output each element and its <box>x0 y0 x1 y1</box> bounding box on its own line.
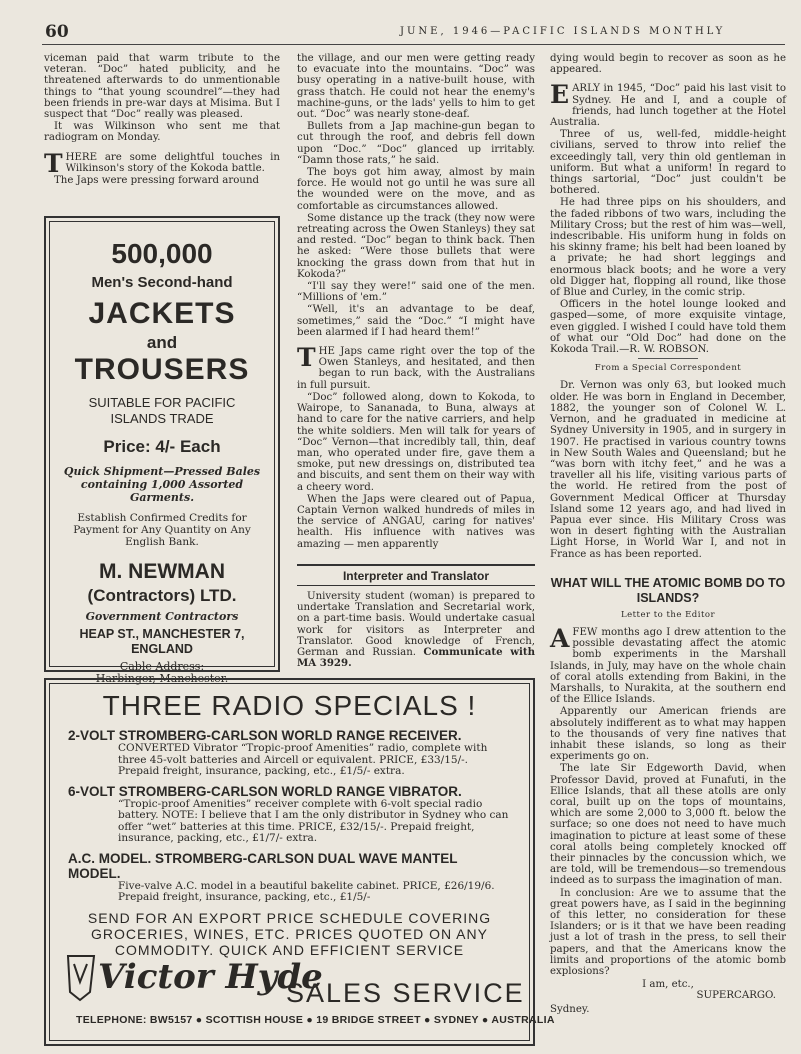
paragraph: The late Sir Edgeworth David, when Professor David, proved at Funafuti, in the Ellice Islands, that all these atolls are only coral, built up on the tops of mountains, which are some 2,000 to 3,000 ft. below the surface; so one does not need to have much imagination to picture at least some of these coral atolls being completely knocked off their pinnacles by the concussion which, we are told, will be tremendous—so tremendous indeed as to surpass the imagination of man. <box>550 763 786 887</box>
ad-trousers: TROUSERS <box>74 353 250 386</box>
paragraph: viceman paid that warm tribute to the veteran. “Doc” hated publicity, and he threatened afterwards to do unmentionable things to “that young scoundrel”—they had been friends in pre-war days at Misima. But I suspect that “Doc” really was pleased. <box>44 53 280 121</box>
ad-government: Government Contractors <box>85 610 239 623</box>
ad-jackets: JACKETS <box>88 297 236 330</box>
radio-ad-telephone: TELEPHONE: BW5157 ● SCOTTISH HOUSE ● 19 BRIDGE STREET ● SYDNEY ● AUSTRALIA <box>76 1014 555 1026</box>
ad-credits: Establish Confirmed Credits for Payment for Any Quantity on Any English Bank. <box>73 512 251 548</box>
ad-cable-address: Harbinger, Manchester. <box>95 672 229 685</box>
radio-item-description: CONVERTED Vibrator “Tropic-proof Amenities” radio, complete with three 45-volt batteries and Aircell or equivalent. PRICE, £33/15/-. Prepaid freight, insurance, packing, etc., £1/5/- extra. <box>118 742 488 777</box>
signature: SUPERCARGO. <box>696 990 776 1002</box>
radio-item-heading: 6-VOLT STROMBERG-CARLSON WORLD RANGE VIBRATOR. <box>68 783 462 799</box>
paragraph: Some distance up the track (they now were retreating across the Owen Stanleys) they sat and rested. “Doc” began to think back. Then he asked: “Were those bullets that were knocking the grass down from that hut in Kokoda?” <box>297 212 535 280</box>
letter-label: Letter to the Editor <box>620 609 716 620</box>
paragraph: In conclusion: Are we to assume that the great powers have, as I said in the beginning of this letter, no consideration for these Islanders; or is it that we have been reading just a lot of trash in the press, to sell their papers, and that the Americans know the limits and proportions of the atomic bomb explosions? <box>550 887 786 978</box>
ad-suitable: SUITABLE FOR PACIFIC ISLANDS TRADE <box>88 395 236 426</box>
divider <box>638 358 698 359</box>
paragraph: “Well, it's an advantage to be deaf, sometimes,” said the “Doc.” “I might have been alarmed if I had heard them!” <box>297 304 535 338</box>
translator-body-wrap <box>297 591 535 669</box>
paragraph <box>550 623 786 706</box>
radio-item-description: Five-valve A.C. model in a beautiful bakelite cabinet. PRICE, £26/19/6. Prepaid freight, insurance, packing, etc., £1/5/- <box>118 879 495 903</box>
paragraph <box>44 148 280 178</box>
paragraph-text: FEW months ago I drew attention to the possible devastating affect the atomic bomb experiments in the Marshall Islands, in July, may have on the whole chain of coral atolls extending from Bakini, in the Marshalls, to Nurakita, at the southern end of the Ellice Islands. <box>550 626 786 706</box>
ad-subheading: Men's Second-hand <box>91 274 233 291</box>
radio-ad-title: THREE RADIO SPECIALS ! <box>102 690 477 721</box>
translator-contact: Communicate with MA 3929. <box>297 646 535 670</box>
radio-ad-send: SEND FOR AN EXPORT PRICE SCHEDULE COVERING GROCERIES, WINES, ETC. PRICES QUOTED ON ANY COMMODITY. QUICK AND EFFICIENT SERVICE <box>87 909 492 958</box>
radio-item-heading: 2-VOLT STROMBERG-CARLSON WORLD RANGE RECEIVER. <box>68 728 462 743</box>
column-3-text <box>550 53 786 1015</box>
ad-and: and <box>146 333 178 352</box>
paragraph: He had three pips on his shoulders, and the faded ribbons of two wars, including the Military Cross; but the rest of him was—well, indescribable. His uniform hung in folds on his skinny frame; his belt had been loaned by a private; he had short leggings and enormous black boots; and he wore a very old Digger hat, flopping all round, like those of Blue and Curley, in the comic strip. <box>550 197 786 299</box>
ad-address: HEAP ST., MANCHESTER 7, ENGLAND <box>79 627 245 656</box>
correspondent-credit: From a Special Correspondent <box>594 363 742 374</box>
ad-shipment: Quick Shipment—Pressed Bales containing 1,000 Assorted Garments. <box>63 465 261 504</box>
paragraph: When the Japs were cleared out of Papua, Captain Vernon walked hundreds of miles in the service of ANGAU, caring for natives' health. His influence with natives was amazing — men apparently <box>297 493 535 550</box>
paragraph: “Doc” followed along, down to Kokoda, to Wairope, to Sananada, to Buna, always at hand to care for the native carriers, and help the white soldiers. Men will talk for years of “Doc” Vernon—that incredibly tall, thin, deaf man, who operated under fire, gave them a smoke, put new dressings on, distributed tea and biscuits, and sent them on their way with a cheery word. <box>297 391 535 493</box>
radio-item-heading: A.C. MODEL. STROMBERG-CARLSON DUAL WAVE MANTEL MODEL. <box>68 850 458 881</box>
sales-service-text: SALES SERVICE <box>286 978 525 1008</box>
paragraph: Apparently our American friends are absolutely indifferent as to what may happen to the thousands of very fine natives that inhabit these islands, so long as their experiments go on. <box>550 706 786 763</box>
signoff-place: Sydney. <box>550 1003 590 1015</box>
paragraph: dying would begin to recover as soon as he appeared. <box>550 53 786 76</box>
drop-cap: E <box>550 80 570 110</box>
paragraph: Bullets from a Jap machine-gun began to cut through the roof, and debris fell down upon “Doc.” “Doc” glanced up irritably. “Damn those rats,” he said. <box>297 121 535 166</box>
radio-item-description: “Tropic-proof Amenities” receiver complete with 6-volt special radio battery. NOTE: I believe that I am the only distributor in Sydney who can offer “wet” batteries at this time. PRICE, £32/15/-. Prepaid freight, insurance, packing, etc., £1/7/- extra. <box>118 797 509 844</box>
logo-script-text: Victor Hyde <box>98 957 323 997</box>
paragraph: Dr. Vernon was only 63, but looked much older. He was born in England in December, 1882, the younger son of Colonel W. L. Vernon, and he graduated in medicine at Sydney University in 1905, and in surgery in 1907. He practised in various country towns in New South Wales and Queensland; but he “was born with itchy feet,” and he was a traveller all his life, visiting various parts of the world. He retired from the post of Government Medical Officer at Thursday Island some 12 years ago, and had lived in Papua ever since. His Military Cross was won in desert fighting with the Australian Light Horse, in World War I, and not in France as has been reported. <box>550 380 786 560</box>
paragraph: The Japs were pressing forward around <box>54 175 260 187</box>
drop-cap: T <box>297 343 316 373</box>
drop-cap: T <box>44 148 63 178</box>
drop-cap: A <box>550 623 570 653</box>
ad-price: Price: 4/- Each <box>103 437 221 456</box>
column-2-text <box>297 53 535 551</box>
page-number: 60 <box>45 22 69 42</box>
running-head: JUNE, 1946—PACIFIC ISLANDS MONTHLY <box>400 26 726 37</box>
paragraph <box>550 80 786 129</box>
paragraph: “I'll say they were!” said one of the men. “Millions of 'em.” <box>297 281 535 304</box>
signoff: I am, etc., <box>642 979 694 991</box>
header-rule <box>42 44 785 45</box>
paragraph: The boys got him away, almost by main force. He would not go until he was sure all the wounded were on the move, and as comfortable as circumstances allowed. <box>297 167 535 212</box>
ad-quantity: 500,000 <box>111 238 213 269</box>
column-1-text <box>44 53 280 187</box>
translator-advertisement <box>297 564 535 672</box>
ad-cable-label: Cable Address: <box>119 660 205 673</box>
translator-body-text: University student (woman) is prepared to undertake Translation and Secretarial work, on a part-time basis. Would undertake casual work for visitors as Interpreter and Translator. Good knowledge of French, German and Russian. <box>297 591 535 659</box>
article-headline: WHAT WILL THE ATOMIC BOMB DO TO ISLANDS? <box>550 575 786 605</box>
paragraph: It was Wilkinson who sent me that radiogram on Monday. <box>44 121 280 144</box>
paragraph-text: HE Japs came right over the top of the Owen Stanleys, and hesitated, and then began to run back, with the Australians in full pursuit. <box>297 346 535 391</box>
paragraph: the village, and our men were getting ready to evacuate into the mountains. “Doc” was busy operating in a native-built house, with grass thatch. He could not hear the enemy's machine-guns, or the lads' yells to him to get out. “Doc” was nearly stone-deaf. <box>297 53 535 121</box>
paragraph: Three of us, well-fed, middle-height civilians, served to throw into relief the exceedingly tall, very thin old gentleman in uniform. But what a uniform! In regard to things sartorial, “Doc” just couldn't be bothered. <box>550 129 786 197</box>
newman-advertisement <box>44 216 280 685</box>
victor-hyde-logo <box>60 942 323 1017</box>
ad-company: M. NEWMAN <box>99 560 225 583</box>
paragraph-text: HERE are some delightful touches in Wilkinson's story of the Kokoda battle. <box>65 151 280 174</box>
paragraph-text: ARLY in 1945, “Doc” paid his last visit to Sydney. He and I, and a couple of friends, had lunch together at the Hotel Australia. <box>550 83 786 129</box>
translator-heading: Interpreter and Translator <box>297 564 535 586</box>
ad-contractors: (Contractors) LTD. <box>87 586 237 605</box>
translator-body <box>297 591 535 669</box>
paragraph: Officers in the hotel lounge looked and gasped—some, of more exquisite vintage, even giggled. I wished I could have told them of what our “Old Doc” had done on the Kokoda Trail.—R. W. ROBSON. <box>550 299 786 356</box>
paragraph <box>297 343 535 391</box>
